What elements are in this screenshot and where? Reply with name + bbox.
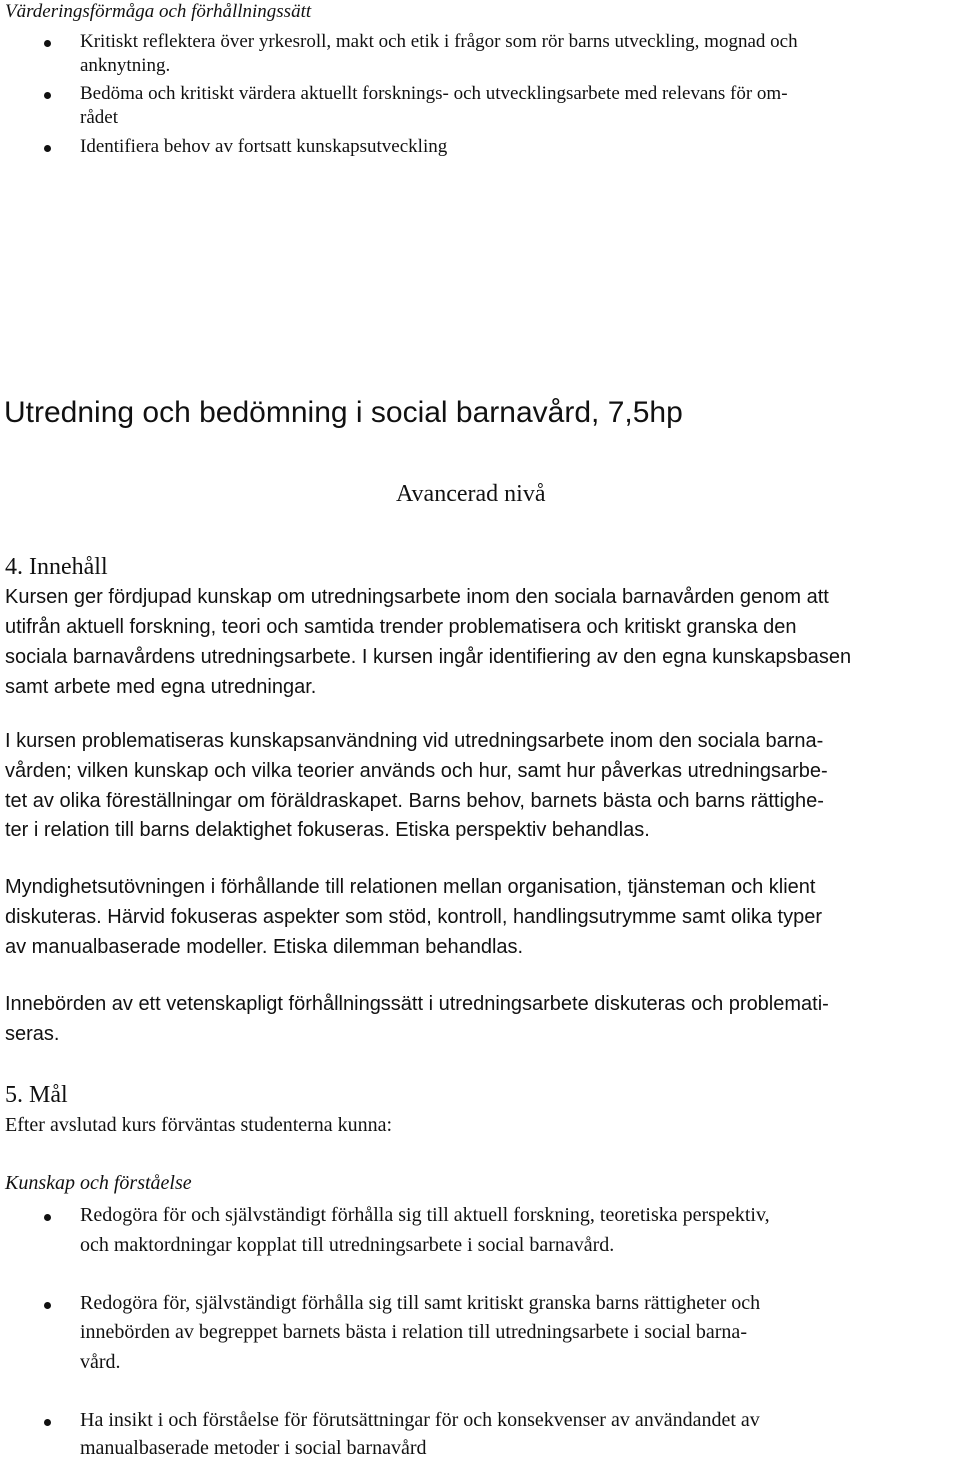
bullet-icon xyxy=(44,92,51,99)
bullet-line: Bedöma och kritiskt värdera aktuellt forsknings- och utvecklingsarbete med relevans för om- xyxy=(80,83,788,104)
bullet-icon xyxy=(44,1302,51,1309)
paragraph-line: tet av olika föreställningar om föräldraskapet. Barns behov, barnets bästa och barns rättighe- xyxy=(5,790,824,812)
paragraph-line: samt arbete med egna utredningar. xyxy=(5,676,317,698)
paragraph-line: av manualbaserade modeller. Etiska dilemman behandlas. xyxy=(5,936,524,958)
course-title: Utredning och bedömning i social barnavård, 7,5hp xyxy=(4,396,683,429)
bullet-line: innebörden av begreppet barnets bästa i relation till utredningsarbete i social barna- xyxy=(80,1321,747,1343)
bullet-icon xyxy=(44,145,51,152)
bullet-icon xyxy=(44,1419,51,1426)
bullet-line: Kritiskt reflektera över yrkesroll, makt och etik i frågor som rör barns utveckling, mognad och xyxy=(80,31,798,52)
bullet-icon xyxy=(44,1214,51,1221)
goals-subheading: Kunskap och förståelse xyxy=(5,1172,192,1194)
bullet-line: och maktordningar kopplat till utredningsarbete i social barnavård. xyxy=(80,1234,615,1256)
paragraph-line: Myndighetsutövningen i förhållande till relationen mellan organisation, tjänsteman och klient xyxy=(5,876,816,898)
bullet-line: rådet xyxy=(80,107,118,128)
bullet-line: Redogöra för, självständigt förhålla sig till samt kritiskt granska barns rättigheter och xyxy=(80,1292,761,1314)
bullet-line: Ha insikt i och förståelse för förutsättningar för och konsekvenser av användandet av xyxy=(80,1409,760,1431)
paragraph-line: ter i relation till barns delaktighet fokuseras. Etiska perspektiv behandlas. xyxy=(5,819,650,841)
paragraph-line: Kursen ger fördjupad kunskap om utredningsarbete inom den sociala barnavården genom att xyxy=(5,586,829,608)
paragraph-line: sociala barnavårdens utredningsarbete. I kursen ingår identifiering av den egna kunskapsbasen xyxy=(5,646,852,668)
paragraph-line: Innebörden av ett vetenskapligt förhållningssätt i utredningsarbete diskuteras och problemati- xyxy=(5,993,829,1015)
goals-intro: Efter avslutad kurs förväntas studenterna kunna: xyxy=(5,1114,393,1136)
paragraph-line: I kursen problematiseras kunskapsanvändning vid utredningsarbete inom den sociala barna- xyxy=(5,730,824,752)
bullet-line: Redogöra för och självständigt förhålla sig till aktuell forskning, teoretiska perspektiv, xyxy=(80,1204,770,1226)
paragraph-line: utifrån aktuell forskning, teori och samtida trender problematisera och kritiskt granska den xyxy=(5,616,797,638)
content-heading: 4. Innehåll xyxy=(5,554,108,580)
paragraph-line: diskuteras. Härvid fokuseras aspekter som stöd, kontroll, handlingsutrymme samt olika typer xyxy=(5,906,823,928)
section-heading: Värderingsförmåga och förhållningssätt xyxy=(5,1,312,22)
bullet-icon xyxy=(44,40,51,47)
bullet-line: anknytning. xyxy=(80,55,171,76)
paragraph-line: seras. xyxy=(5,1023,60,1045)
goals-heading: 5. Mål xyxy=(5,1082,68,1108)
bullet-line: Identifiera behov av fortsatt kunskapsutveckling xyxy=(80,136,448,157)
paragraph-line: vården; vilken kunskap och vilka teorier används och hur, samt hur påverkas utredningsarbe- xyxy=(5,760,828,782)
bullet-line: manualbaserade metoder i social barnavård xyxy=(80,1437,427,1459)
bullet-line: vård. xyxy=(80,1351,121,1373)
course-level: Avancerad nivå xyxy=(396,481,546,507)
